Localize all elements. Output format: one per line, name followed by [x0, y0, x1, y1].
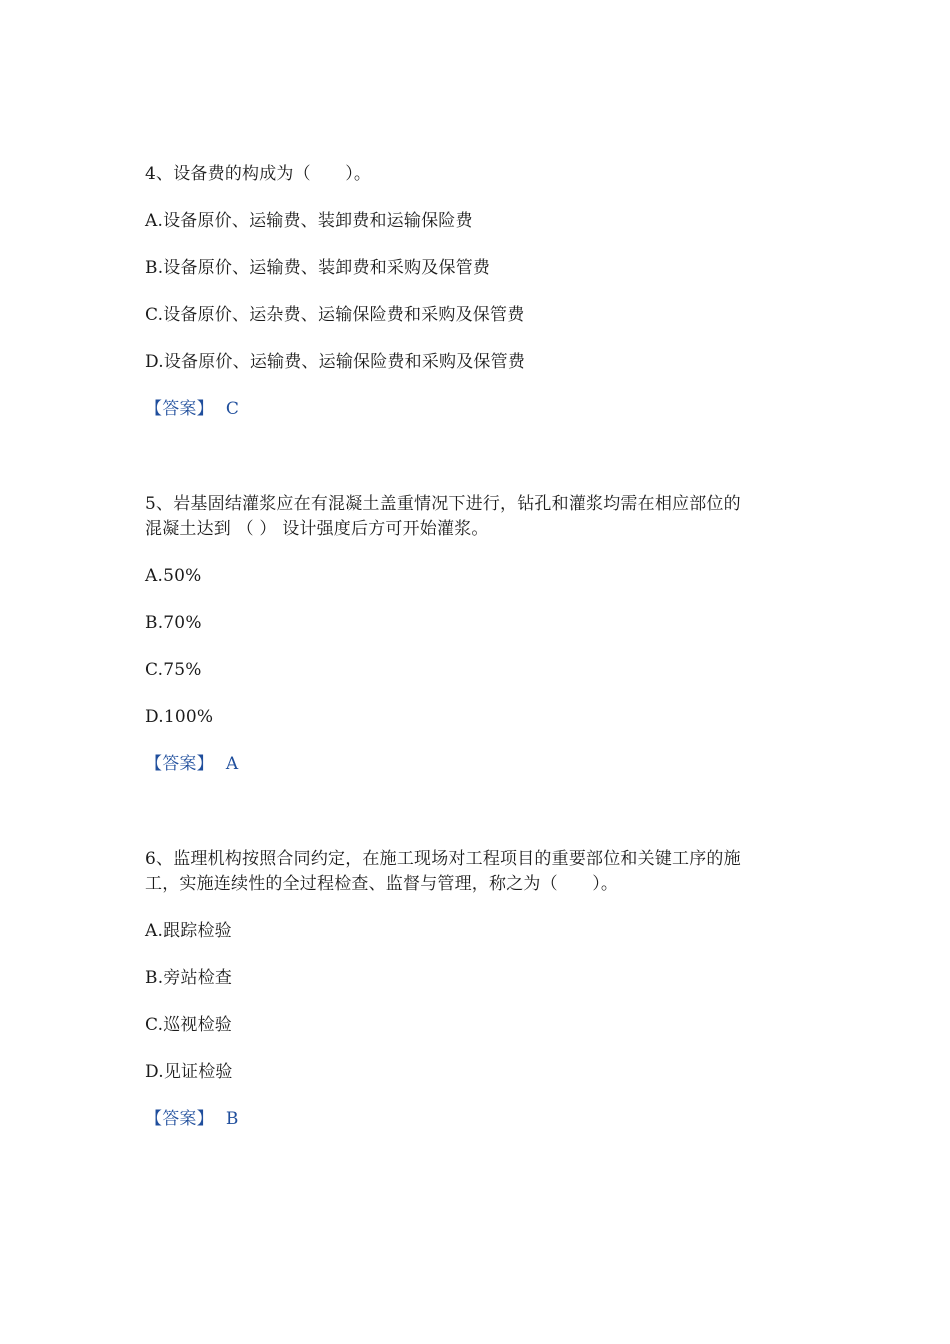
- option-a: A.设备原价、运输费、装卸费和运输保险费: [145, 211, 473, 231]
- option-d: D.100%: [145, 707, 214, 727]
- answer-value: A: [225, 754, 239, 774]
- answer-row: [145, 1107, 825, 1131]
- question-stem-line-2: 工，实施连续性的全过程检查、监督与管理，称之为（ ）。: [145, 874, 619, 894]
- option-b: B.设备原价、运输费、装卸费和采购及保管费: [145, 258, 491, 278]
- answer-value: B: [225, 1109, 239, 1129]
- question-stem: 4、设备费的构成为（ ）。: [145, 164, 372, 184]
- answer-label: 【答案】: [145, 399, 214, 419]
- option-c: C.设备原价、运杂费、运输保险费和采购及保管费: [145, 305, 525, 325]
- question-stem-line-2: 混凝土达到 （ ） 设计强度后方可开始灌浆。: [145, 519, 489, 539]
- question-stem-line-1: 5、岩基固结灌浆应在有混凝土盖重情况下进行，钻孔和灌浆均需在相应部位的: [145, 494, 741, 514]
- answer-value: C: [225, 399, 240, 419]
- option-a: A.跟踪检验: [145, 921, 232, 941]
- option-d: D.见证检验: [145, 1062, 233, 1082]
- option-a: A.50%: [145, 566, 202, 586]
- option-b: B.旁站检查: [145, 968, 233, 988]
- option-b: B.70%: [145, 613, 202, 633]
- question-stem-line-1: 6、监理机构按照合同约定，在施工现场对工程项目的重要部位和关键工序的施: [145, 849, 741, 869]
- option-d: D.设备原价、运输费、运输保险费和采购及保管费: [145, 352, 526, 372]
- option-c: C.75%: [145, 660, 202, 680]
- answer-label: 【答案】: [145, 754, 214, 774]
- answer-row: [145, 752, 825, 776]
- answer-row: [145, 397, 825, 421]
- answer-label: 【答案】: [145, 1109, 214, 1129]
- option-c: C.巡视检验: [145, 1015, 233, 1035]
